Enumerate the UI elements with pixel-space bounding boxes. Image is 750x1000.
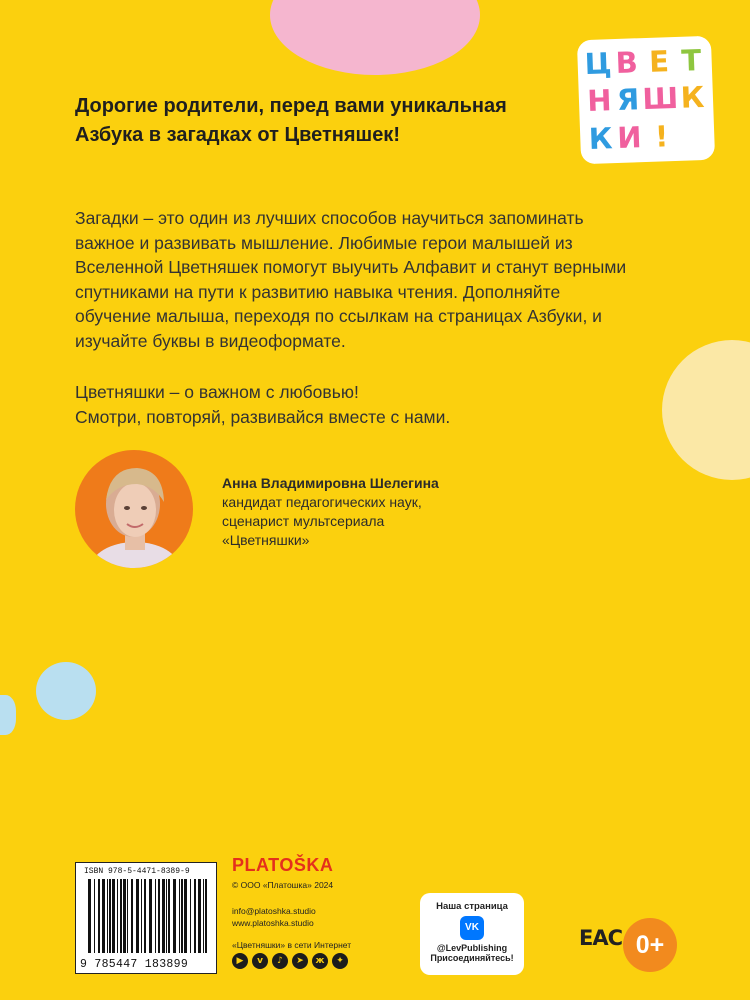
barcode-bar — [98, 879, 100, 953]
logo-letter: Ш — [641, 81, 679, 117]
vk-card[interactable] — [420, 893, 524, 975]
vk-join: Присоединяйтесь! — [430, 953, 514, 963]
barcode-bars — [82, 879, 212, 955]
barcode-bar — [144, 879, 146, 953]
logo-letter: Я — [616, 82, 640, 118]
barcode-bar — [158, 879, 160, 953]
intro-paragraph: Загадки – это один из лучших способов научиться запоминать важное и развивать мышление. Любимые герои малышей из Вселенной Цветняшек помогут выучить Алфавит и станут верными спутниками на пути к развитию навыка чтения. Дополняйте обучение малыша, переходя по ссылкам на страницах Азбуки, и изучайте буквы в видеоформате. — [75, 208, 627, 351]
youtube-icon[interactable]: ▶ — [232, 953, 248, 969]
intro-motto — [75, 380, 635, 429]
barcode-bar — [205, 879, 207, 953]
logo-letter: К — [680, 80, 706, 116]
author-name: Анна Владимировна Шелегина — [222, 475, 439, 491]
logo-letter: Е — [648, 44, 670, 80]
vk-handle: @LevPublishing — [436, 943, 508, 953]
dzen-icon[interactable]: ✦ — [332, 953, 348, 969]
decor-blue-blob-small — [0, 695, 16, 735]
barcode-bar — [123, 879, 126, 953]
barcode-bar — [184, 879, 187, 953]
logo-letter: Ц — [584, 46, 613, 82]
barcode-digits: 9 785447 183899 — [80, 958, 189, 971]
barcode-bar — [117, 879, 118, 953]
barcode-bar — [155, 879, 156, 953]
brand-logo — [577, 36, 715, 165]
social-label: «Цветняшки» в сети Интернет — [232, 940, 352, 950]
eac-mark: ЕАС — [579, 926, 623, 950]
vk-icon: VK — [460, 916, 484, 940]
logo-letter: ! — [654, 119, 669, 154]
barcode-bar — [127, 879, 128, 953]
barcode-bar — [136, 879, 139, 953]
motto-line: Смотри, повторяй, развивайся вместе с нами. — [75, 406, 451, 427]
decor-cream-blob — [662, 340, 750, 480]
isbn-label: ISBN 978-5-4471-8389-9 — [84, 867, 190, 876]
author-credit — [222, 474, 439, 550]
barcode-bar — [102, 879, 105, 953]
decor-pink-blob — [270, 0, 480, 75]
intro-lead: Дорогие родители, перед вами уникальная Азбука в загадках от Цветняшек! — [75, 95, 507, 146]
author-photo — [75, 450, 193, 568]
decor-blue-blob — [36, 662, 96, 720]
barcode-bar — [194, 879, 196, 953]
barcode-bar — [190, 879, 191, 953]
publisher-copyright: © ООО «Платошка» 2024 — [232, 880, 334, 890]
barcode — [75, 862, 217, 974]
publisher-site[interactable]: www.platoshka.studio — [232, 918, 314, 928]
odnoklassniki-icon[interactable]: ж — [312, 953, 328, 969]
motto-line: Цветняшки – о важном с любовью! — [75, 382, 359, 402]
barcode-bar — [181, 879, 183, 953]
barcode-bar — [198, 879, 201, 953]
barcode-bar — [109, 879, 111, 953]
barcode-bar — [166, 879, 167, 953]
author-series: «Цветняшки» — [222, 532, 310, 548]
vk-title: Наша страница — [436, 901, 508, 912]
author-title: кандидат педагогических наук, — [222, 494, 422, 510]
barcode-bar — [162, 879, 165, 953]
barcode-bar — [120, 879, 122, 953]
logo-letter: Т — [680, 43, 702, 78]
barcode-bar — [173, 879, 176, 953]
logo-letter: И — [616, 120, 643, 155]
barcode-bar — [88, 879, 91, 953]
logo-letter: Н — [586, 83, 613, 119]
social-links — [232, 953, 348, 969]
barcode-bar — [107, 879, 108, 953]
barcode-bar — [149, 879, 152, 953]
barcode-bar — [131, 879, 133, 953]
age-rating: 0+ — [623, 918, 677, 972]
author-role: сценарист мультсериала — [222, 513, 385, 529]
barcode-bar — [94, 879, 95, 953]
barcode-bar — [112, 879, 115, 953]
logo-letter: В — [615, 45, 639, 81]
barcode-bar — [141, 879, 142, 953]
barcode-bar — [168, 879, 170, 953]
publisher-email[interactable]: info@platoshka.studio — [232, 906, 316, 916]
tiktok-icon[interactable]: ♪ — [272, 953, 288, 969]
logo-letter: К — [588, 121, 614, 156]
vk-icon[interactable]: v — [252, 953, 268, 969]
telegram-icon[interactable]: ➤ — [292, 953, 308, 969]
publisher-logo: PLATOŠKA — [232, 855, 334, 875]
barcode-bar — [179, 879, 180, 953]
barcode-bar — [203, 879, 204, 953]
